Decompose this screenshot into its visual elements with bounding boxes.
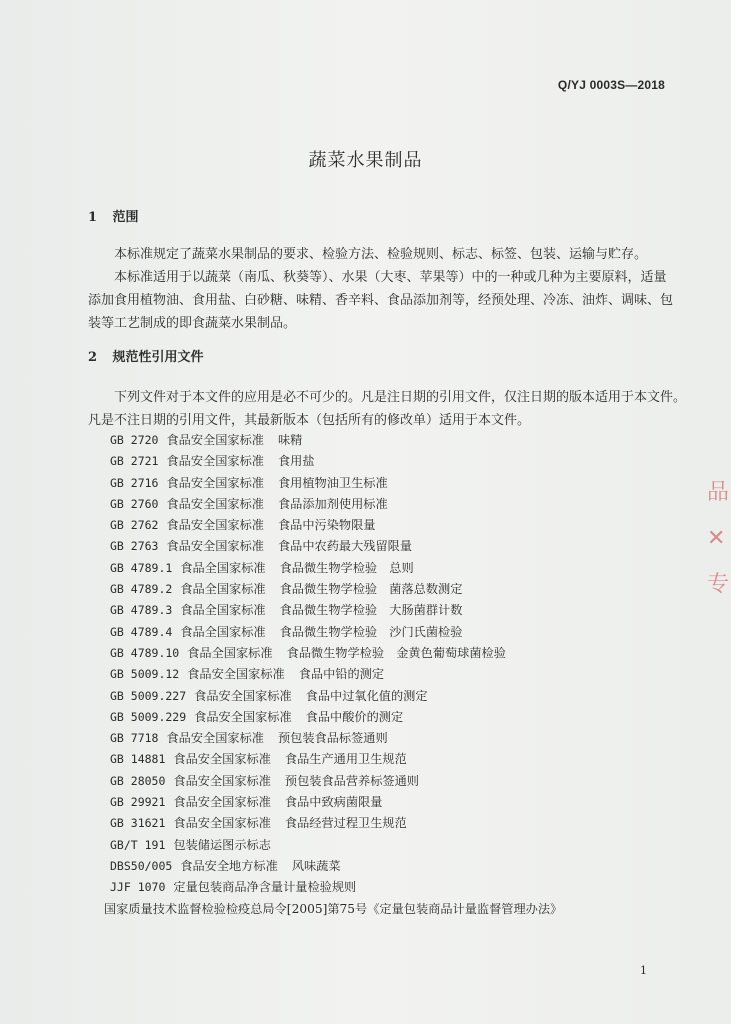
reference-code: GB 2763 (110, 539, 159, 554)
reference-code: GB 2762 (110, 518, 159, 533)
reference-code: GB 2721 (110, 454, 159, 469)
reference-title: 食品安全国家标准 (166, 433, 264, 447)
reference-title: 食品安全地方标准 (180, 858, 278, 873)
reference-title: 食品安全国家标准 (194, 709, 292, 724)
reference-name: 食品微生物学检验 菌落总数测定 (279, 582, 463, 597)
reference-item (110, 686, 576, 707)
reference-title: 食品全国家标准 (180, 624, 266, 639)
reference-item (110, 771, 576, 792)
reference-title: 食品安全国家标准 (166, 475, 264, 490)
reference-code: GB 14881 (110, 752, 166, 767)
reference-code: GB 5009.12 (110, 667, 180, 682)
reference-item (110, 664, 576, 685)
reference-item (110, 728, 576, 749)
reference-name: 风味蔬菜 (291, 858, 341, 873)
reference-code: GB 4789.2 (110, 582, 173, 597)
red-stamp-fragment: 品 ✕ 专 (707, 480, 730, 597)
reference-name: 味精 (277, 433, 303, 447)
paragraph-line: 本标准规定了蔬菜水果制品的要求、检验方法、检验规则、标志、标签、包装、运输与贮存。 (114, 247, 648, 262)
reference-title: 食品安全国家标准 (173, 773, 271, 788)
paragraph-line: 凡是不注日期的引用文件，其最新版本（包括所有的修改单）适用于本文件。 (88, 413, 531, 428)
reference-item (110, 856, 576, 877)
reference-item (110, 430, 576, 451)
reference-item (110, 558, 576, 579)
reference-name: 食品中酸价的测定 (305, 709, 404, 724)
reference-code: GB/T 191 (110, 837, 166, 852)
page-number: 1 (640, 964, 647, 977)
reference-name: 预包装食品标签通则 (277, 731, 388, 746)
reference-item (110, 749, 576, 770)
reference-name: 食品微生物学检验 大肠菌群计数 (279, 603, 463, 618)
reference-code: GB 28050 (110, 773, 166, 788)
reference-title: 食品全国家标准 (187, 645, 273, 660)
reference-title: 食品安全国家标准 (166, 731, 264, 746)
section-title: 规范性引用文件 (112, 350, 204, 365)
reference-code: GB 4789.4 (110, 624, 173, 639)
references-intro-paragraph (88, 386, 687, 432)
reference-code: GB 2760 (110, 496, 159, 511)
section-title: 范围 (112, 210, 139, 225)
reference-code: GB 5009.227 (110, 688, 187, 703)
reference-item (110, 813, 576, 834)
reference-item (110, 707, 576, 728)
paragraph-line: 添加食用植物油、食用盐、白砂糖、味精、香辛料、食品添加剂等，经预处理、冷冻、油炸、调味、包 (88, 293, 674, 308)
reference-name: 食品中污染物限量 (277, 518, 376, 533)
scope-paragraph (88, 243, 674, 335)
reference-title: 包装储运图示标志 (173, 837, 271, 852)
reference-name: 食用盐 (277, 454, 315, 469)
reference-item (110, 451, 576, 472)
section-heading-normative-references (88, 346, 204, 365)
reference-code: GB 4789.3 (110, 603, 173, 618)
reference-code: GB 2720 (110, 433, 159, 447)
reference-title: 食品安全国家标准 (173, 752, 271, 767)
reference-item (110, 835, 576, 856)
reference-code: GB 4789.10 (110, 645, 180, 660)
reference-title: 食品安全国家标准 (194, 688, 292, 703)
reference-code: DBS50/005 (110, 858, 173, 873)
reference-code: GB 31621 (110, 816, 166, 831)
reference-item (110, 877, 576, 898)
reference-item (110, 473, 576, 494)
reference-title: 食品安全国家标准 (173, 816, 271, 831)
paragraph-line: 本标准适用于以蔬菜（南瓜、秋葵等）、水果（大枣、苹果等）中的一种或几种为主要原料，适量 (114, 270, 667, 285)
reference-title: 食品全国家标准 (180, 582, 266, 597)
reference-item (110, 792, 576, 813)
section-number: 1 (88, 210, 98, 225)
reference-title: 食品全国家标准 (180, 560, 266, 575)
reference-name: 食品微生物学检验 金黄色葡萄球菌检验 (286, 645, 506, 660)
reference-code: GB 7718 (110, 731, 159, 746)
reference-title: 食品安全国家标准 (166, 539, 264, 554)
standard-code: Q/YJ 0003S—2018 (557, 78, 665, 92)
reference-title: 食品安全国家标准 (173, 795, 271, 810)
reference-title: 食品全国家标准 (180, 603, 266, 618)
paragraph-line: 下列文件对于本文件的应用是必不可少的。凡是注日期的引用文件，仅注日期的版本适用于本文件。 (114, 390, 687, 405)
reference-title: 食品安全国家标准 (187, 667, 285, 682)
reference-code: GB 4789.1 (110, 560, 173, 575)
reference-title: 食品安全国家标准 (166, 496, 264, 511)
reference-title: 食品安全国家标准 (166, 518, 264, 533)
reference-item (110, 536, 576, 557)
reference-item (104, 899, 576, 920)
reference-name: 食品中过氧化值的测定 (305, 688, 428, 703)
reference-code: GB 29921 (110, 795, 166, 810)
document-title: 蔬菜水果制品 (308, 150, 423, 171)
reference-item (110, 494, 576, 515)
reference-title: 食品安全国家标准 (166, 454, 264, 469)
reference-name: 食品中铅的测定 (298, 667, 385, 682)
reference-name: 食品微生物学检验 总则 (279, 560, 414, 575)
reference-name: 食品生产通用卫生规范 (284, 752, 407, 767)
reference-item (110, 579, 576, 600)
reference-list (104, 430, 576, 920)
reference-item (110, 515, 576, 536)
reference-item (110, 600, 576, 621)
reference-title: 定量包装商品净含量计量检验规则 (173, 880, 357, 895)
reference-item (110, 643, 576, 664)
reference-name: 食用植物油卫生标准 (277, 475, 388, 490)
reference-code: GB 5009.229 (110, 709, 187, 724)
reference-name: 食品经营过程卫生规范 (284, 816, 407, 831)
reference-name: 食品微生物学检验 沙门氏菌检验 (279, 624, 463, 639)
reference-code: GB 2716 (110, 475, 159, 490)
reference-name: 食品添加剂使用标准 (277, 496, 388, 511)
paragraph-line: 装等工艺制成的即食蔬菜水果制品。 (88, 316, 297, 331)
reference-name: 预包装食品营养标签通则 (284, 773, 419, 788)
reference-name: 食品中农药最大残留限量 (277, 539, 413, 554)
reference-code: JJF 1070 (110, 880, 166, 895)
reference-item (110, 622, 576, 643)
reference-title: 国家质量技术监督检验检疫总局令[2005]第75号《定量包装商品计量监督管理办法》 (104, 901, 563, 916)
section-heading-scope (88, 206, 139, 225)
section-number: 2 (88, 350, 98, 365)
reference-name: 食品中致病菌限量 (284, 795, 383, 810)
